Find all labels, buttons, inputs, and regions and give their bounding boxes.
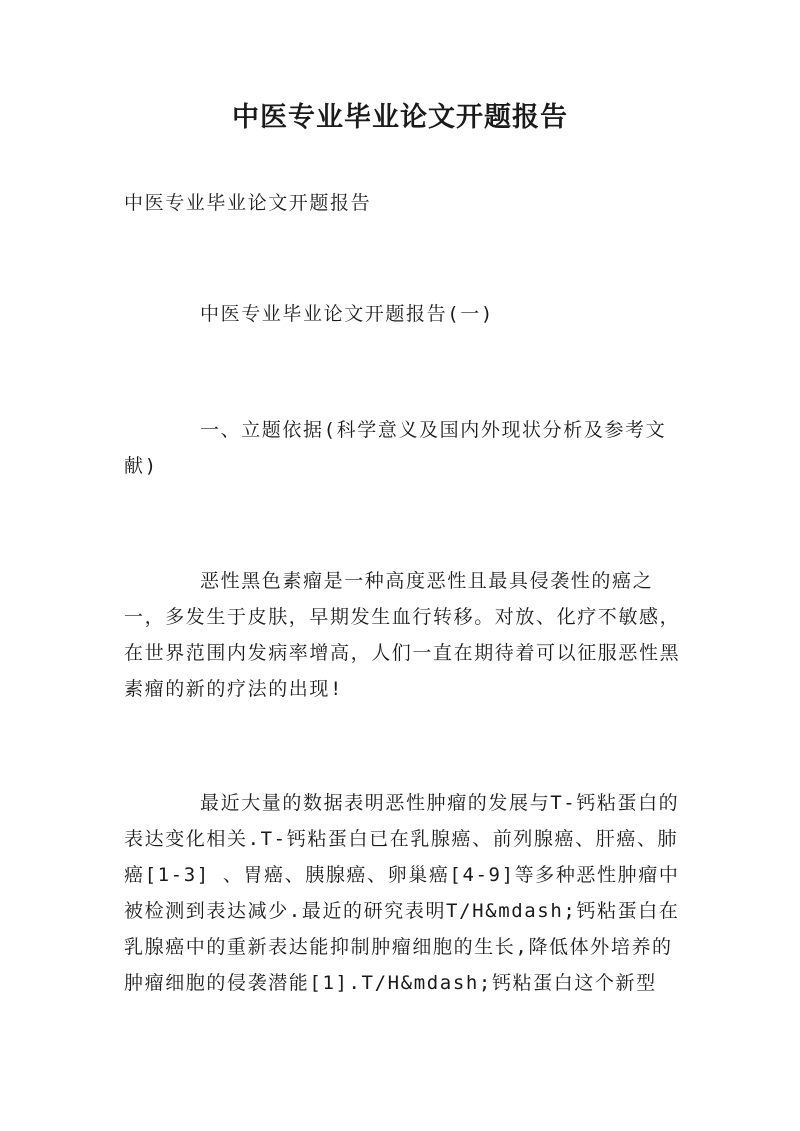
body-paragraph: 恶性黑色素瘤是一种高度恶性且最具侵袭性的癌之一，多发生于皮肤，早期发生血行转移。对放、化疗不敏感，在世界范围内发病率增高，人们一直在期待着可以征服恶性黑素瘤的新的疗法的出现! [124, 570, 681, 700]
document-subtitle: 中医专业毕业论文开题报告 [124, 192, 372, 214]
body-paragraph: 最近大量的数据表明恶性肿瘤的发展与T-钙粘蛋白的表达变化相关.T-钙粘蛋白已在乳腺癌、前列腺癌、肝癌、肺癌[1-3] 、胃癌、胰腺癌、卵巢癌[4-9]等多种恶性肿瘤中被检测到表达减少.最近的研究表明T/H&mdash;钙粘蛋白在乳腺癌中的重新表达能抑制肿瘤细胞的生长,降低体外培养的肿瘤细胞的侵袭潜能[1].T/H&mdash;钙粘蛋白这个新型 [124, 792, 680, 994]
report-heading: 中医专业毕业论文开题报告(一) [200, 303, 494, 325]
document-title: 中医专业毕业论文开题报告 [232, 102, 568, 133]
section-heading: 一、立题依据(科学意义及国内外现状分析及参考文献) [124, 419, 667, 477]
